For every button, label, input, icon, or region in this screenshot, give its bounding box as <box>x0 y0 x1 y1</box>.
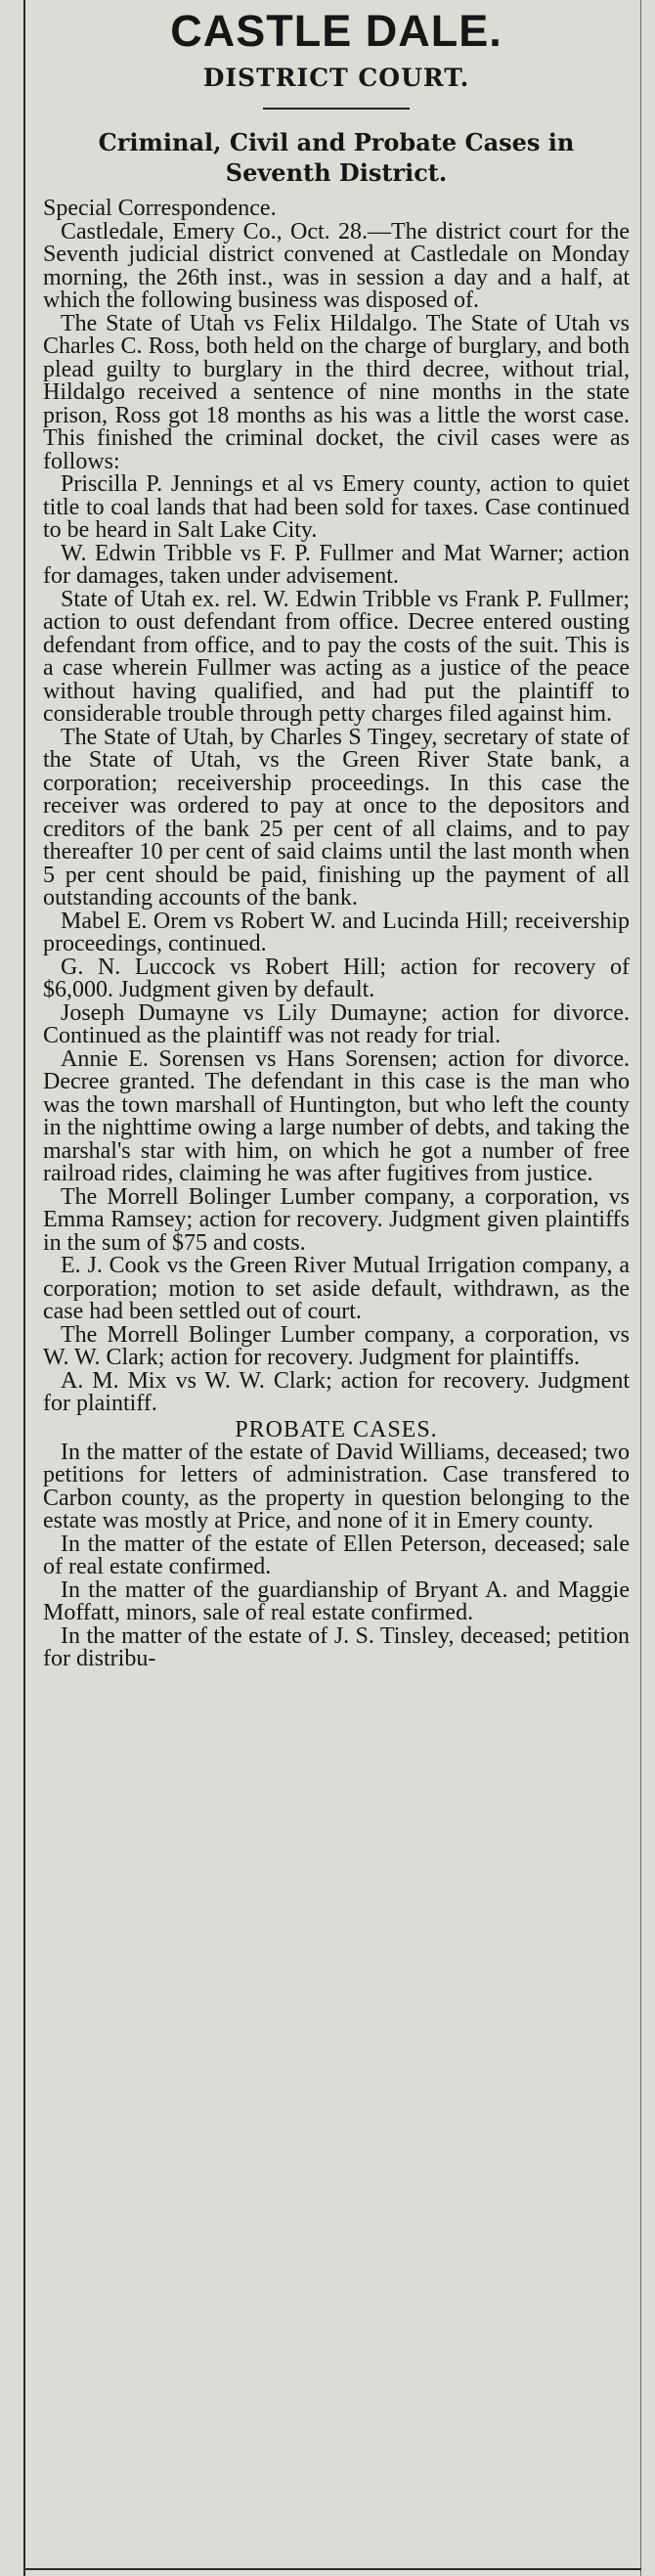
deck-line-1: Criminal, Civil and Probate Cases in <box>98 128 575 156</box>
paragraph: G. N. Luccock vs Robert Hill; action for recovery of $6,000. Judgment given by default. <box>43 954 630 1002</box>
paragraph: The Morrell Bolinger Lumber company, a corporation, vs Emma Ramsey; action for recovery. Judgment given plaintiffs in the sum of $75 and costs. <box>43 1183 630 1256</box>
column-rule-left <box>23 0 25 2576</box>
paragraph: Annie E. Sorensen vs Hans Sorensen; action for divorce. Decree granted. The defendant in this case is the man who was the town marshall of Huntington, but who left the county in the nighttime owing a large number of debts, and taking the marshal's star with him, on which he got a number of free railroad rides, claiming he was after fugitives from justice. <box>43 1045 630 1186</box>
paragraph: Castledale, Emery Co., Oct. 28.—The district court for the Seventh judicial district convened at Castledale on Monday morning, the 26th inst., was in session a day and a half, at which the following business was disposed of. <box>43 218 630 313</box>
article-headline: CASTLE DALE. <box>170 6 502 56</box>
paragraph: A. M. Mix vs W. W. Clark; action for recovery. Judgment for plaintiff. <box>43 1367 630 1416</box>
probate-paragraph: In the matter of the estate of J. S. Tinsley, deceased; petition for distribu- <box>43 1622 630 1671</box>
dateline-credit: Special Correspondence. <box>43 196 277 221</box>
article-deck <box>43 127 630 188</box>
bottom-rule <box>23 2568 641 2570</box>
probate-section-heading: PROBATE CASES. <box>235 1416 438 1443</box>
probate-paragraph: In the matter of the estate of David Williams, deceased; two petitions for letters of administration. Case transfered to Carbon county, as the property in question belonging to the estate was mostly at Price, and none of it in Emery county. <box>43 1439 630 1533</box>
article-subhead: DISTRICT COURT. <box>202 64 470 92</box>
column-rule-right <box>640 0 641 2576</box>
paragraph: W. Edwin Tribble vs F. P. Fullmer and Mat Warner; action for damages, taken under advisement. <box>43 540 630 589</box>
article-body <box>43 198 630 1671</box>
paragraph: State of Utah ex. rel. W. Edwin Tribble vs Frank P. Fullmer; action to oust defendant from office. Decree entered ousting defendant from office, and to pay the costs of the suit. This is a case wherein Fullmer was acting as a justice of the peace without having qualified, and had put the plaintiff to considerable trouble through petty charges filed against him. <box>43 586 630 727</box>
paragraph: Joseph Dumayne vs Lily Dumayne; action for divorce. Continued as the plaintiff was not ready for trial. <box>43 999 630 1048</box>
paragraph: Mabel E. Orem vs Robert W. and Lucinda Hill; receivership proceedings, continued. <box>43 908 630 956</box>
headline-divider <box>263 108 410 110</box>
paragraph: E. J. Cook vs the Green River Mutual Irrigation company, a corporation; motion to set aside default, withdrawn, as the case had been settled out of court. <box>43 1253 630 1324</box>
paragraph: The State of Utah, by Charles S Tingey, secretary of state of the State of Utah, vs the Green River State bank, a corporation; receivership proceedings. In this case the receiver was ordered to pay at once to the depositors and creditors of the bank 25 per cent of all claims, and to pay thereafter 10 per cent of said claims until the last month when 5 per cent should be paid, finishing up the payment of all outstanding accounts of the bank. <box>43 724 630 910</box>
probate-paragraph: In the matter of the estate of Ellen Peterson, deceased; sale of real estate confirmed. <box>43 1531 630 1579</box>
paragraph: The State of Utah vs Felix Hildalgo. The State of Utah vs Charles C. Ross, both held on the charge of burglary, and both plead guilty to burglary in the third decree, without trial, Hildalgo received a sentence of nine months in the state prison, Ross got 18 months as his was a little the worst case. This finished the criminal docket, the civil cases were as follows: <box>43 310 630 474</box>
probate-paragraph: In the matter of the guardianship of Bryant A. and Maggie Moffatt, minors, sale of real estate confirmed. <box>43 1577 630 1625</box>
deck-line-2: Seventh District. <box>225 158 448 187</box>
paragraph: The Morrell Bolinger Lumber company, a corporation, vs W. W. Clark; action for recovery. Judgment for plaintiffs. <box>43 1321 630 1370</box>
paragraph: Priscilla P. Jennings et al vs Emery county, action to quiet title to coal lands that had been sold for taxes. Case continued to be heard in Salt Lake City. <box>43 471 630 543</box>
